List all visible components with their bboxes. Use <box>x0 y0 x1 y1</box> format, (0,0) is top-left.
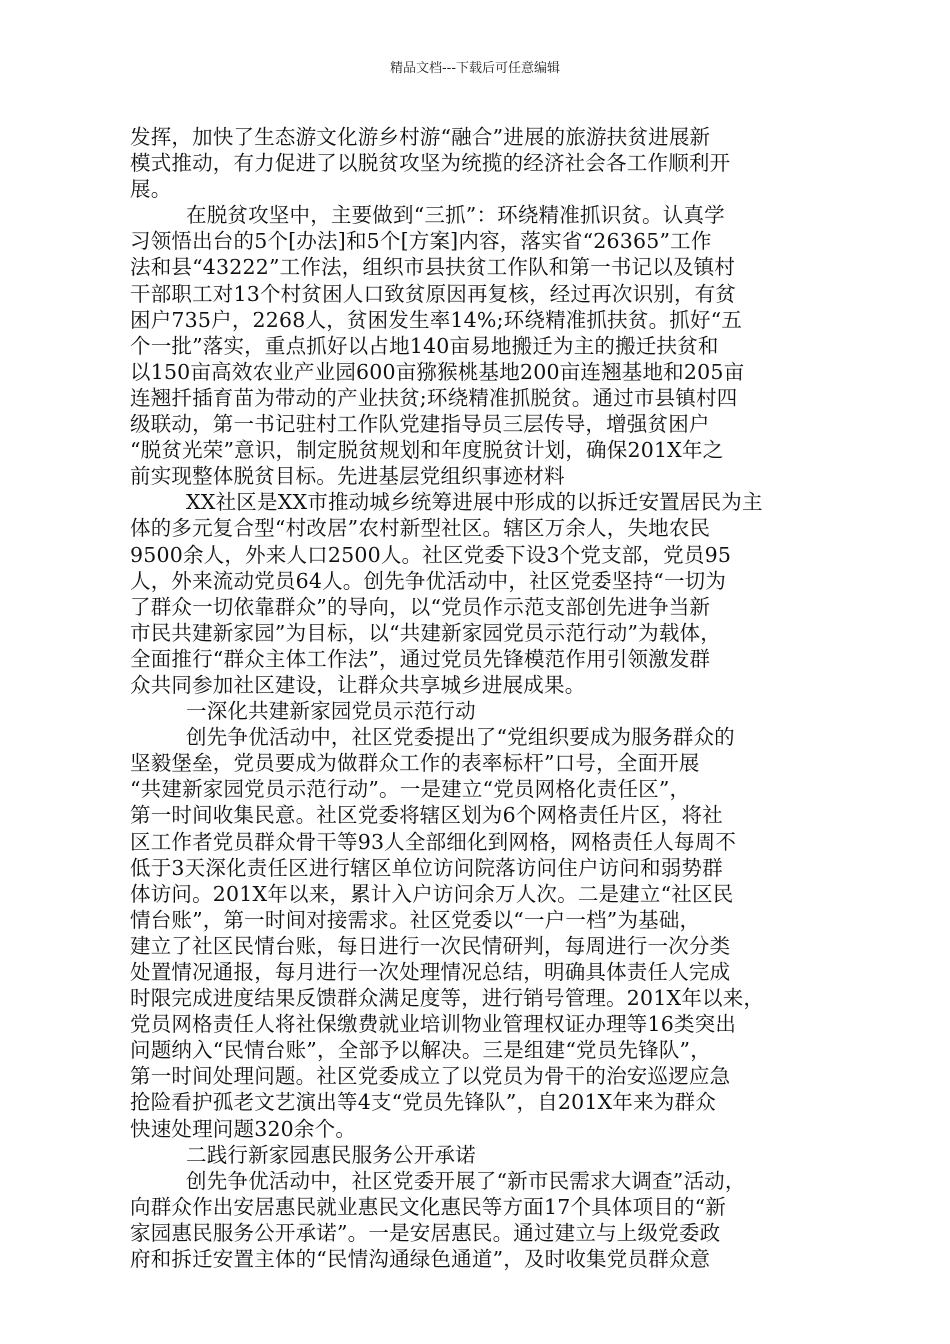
text-line: 府和拆迁安置主体的“民情沟通绿色通道”，及时收集党员群众意 <box>130 1247 711 1272</box>
text-line: 模式推动，有力促进了以脱贫攻坚为统揽的经济社会各工作顺利开 <box>130 151 731 176</box>
text-line: 习领悟出台的5个[办法]和5个[方案]内容，落实省“26365”工作 <box>130 229 712 254</box>
document-body <box>130 124 820 1272</box>
text-line: 区工作者党员群众骨干等93人全部细化到网格，网格责任人每周不 <box>130 829 737 854</box>
text-line: 时限完成进度结果反馈群众满足度等，进行销号管理。201X年以来， <box>130 986 765 1011</box>
text-line: 创先争优活动中，社区党委提出了“党组织要成为服务群众的 <box>186 725 735 750</box>
text-line: XX社区是XX市推动城乡统筹进展中形成的以拆迁安置居民为主 <box>186 490 763 515</box>
text-line: 人，外来流动党员64人。创先争优活动中，社区党委坚持“一切为 <box>130 568 727 593</box>
text-line: 在脱贫攻坚中，主要做到“三抓”：环绕精准抓识贫。认真学 <box>186 203 725 228</box>
text-line: 连翘扦插育苗为带动的产业扶贫;环绕精准抓脱贫。通过市县镇村四 <box>130 385 738 410</box>
text-line: 坚毅堡垒，党员要成为做群众工作的表率标杆”口号，全面开展 <box>130 751 700 776</box>
text-line: 一深化共建新家园党员示范行动 <box>186 699 476 724</box>
text-line: 全面推行“群众主体工作法”，通过党员先锋模范作用引领激发群 <box>130 646 711 671</box>
text-line: 法和县“43222”工作法，组织市县扶贫工作队和第一书记以及镇村 <box>130 255 736 280</box>
text-line: 困户735户，2268人，贫困发生率14%;环绕精准抓扶贫。抓好“五 <box>130 307 743 332</box>
text-line: 发挥，加快了生态游文化游乡村游“融合”进展的旅游扶贫进展新 <box>130 125 711 149</box>
text-line: 众共同参加社区建设，让群众共享城乡进展成果。 <box>130 672 586 697</box>
text-line: 第一时间收集民意。社区党委将辖区划为6个网格责任片区，将社 <box>130 803 723 828</box>
text-line: 党员网格责任人将社保缴费就业培训物业管理权证办理等16类突出 <box>130 1012 737 1037</box>
text-line: 家园惠民服务公开承诺”。一是安居惠民。通过建立与上级党委政 <box>130 1220 721 1245</box>
text-line: “共建新家园党员示范行动”。一是建立“党员网格化责任区”， <box>130 777 691 802</box>
text-line: 市民共建新家园”为目标，以“共建新家园党员示范行动”为载体， <box>130 620 721 645</box>
text-line: 快速处理问题320余个。 <box>130 1116 357 1141</box>
text-line: 展。 <box>130 177 172 202</box>
text-line: 抢险看护孤老文艺演出等4支“党员先锋队”，自201X年来为群众 <box>130 1090 716 1115</box>
text-line: “脱贫光荣”意识，制定脱贫规划和年度脱贫计划，确保201X年之 <box>130 438 724 463</box>
text-line: 了群众一切依靠群众”的导向，以“党员作示范支部创先进争当新 <box>130 594 711 619</box>
text-line: 以150亩高效农业产业园600亩猕猴桃基地200亩连翘基地和205亩 <box>130 359 745 384</box>
text-line: 建立了社区民情台账，每日进行一次民情研判，每周进行一次分类 <box>130 933 731 958</box>
text-line: 体的多元复合型“村改居”农村新型社区。辖区万余人，失地农民 <box>130 516 711 541</box>
text-line: 向群众作出安居惠民就业惠民文化惠民等方面17个具体项目的“新 <box>130 1194 727 1219</box>
text-line: 低于3天深化责任区进行辖区单位访问院落访问住户访问和弱势群 <box>130 855 723 880</box>
text-line: 9500余人，外来人口2500人。社区党委下设3个党支部，党员95 <box>130 542 732 567</box>
text-line: 前实现整体脱贫目标。先进基层党组织事迹材料 <box>130 464 565 489</box>
text-line: 级联动，第一书记驻村工作队党建指导员三层传导，增强贫困户 <box>130 412 710 437</box>
text-line: 处置情况通报，每月进行一次处理情况总结，明确具体责任人完成 <box>130 960 731 984</box>
text-line: 创先争优活动中，社区党委开展了“新市民需求大调查”活动， <box>186 1168 746 1193</box>
text-line: 二践行新家园惠民服务公开承诺 <box>186 1142 476 1167</box>
text-line: 个一批”落实，重点抓好以占地140亩易地搬迁为主的搬迁扶贫和 <box>130 333 719 358</box>
text-line: 问题纳入“民情台账”，全部予以解决。三是组建“党员先锋队”， <box>130 1038 711 1063</box>
text-line: 第一时间处理问题。社区党委成立了以党员为骨干的治安巡逻应急 <box>130 1064 731 1089</box>
page-header: 精品文档---下载后可任意编辑 <box>389 61 561 76</box>
text-line: 干部职工对13个村贫困人口致贫原因再复核，经过再次识别，有贫 <box>130 281 737 306</box>
text-line: 体访问。201X年以来，累计入户访问余万人次。二是建立“社区民 <box>130 881 734 906</box>
text-line: 情台账”，第一时间对接需求。社区党委以“一户一档”为基础， <box>130 907 701 932</box>
